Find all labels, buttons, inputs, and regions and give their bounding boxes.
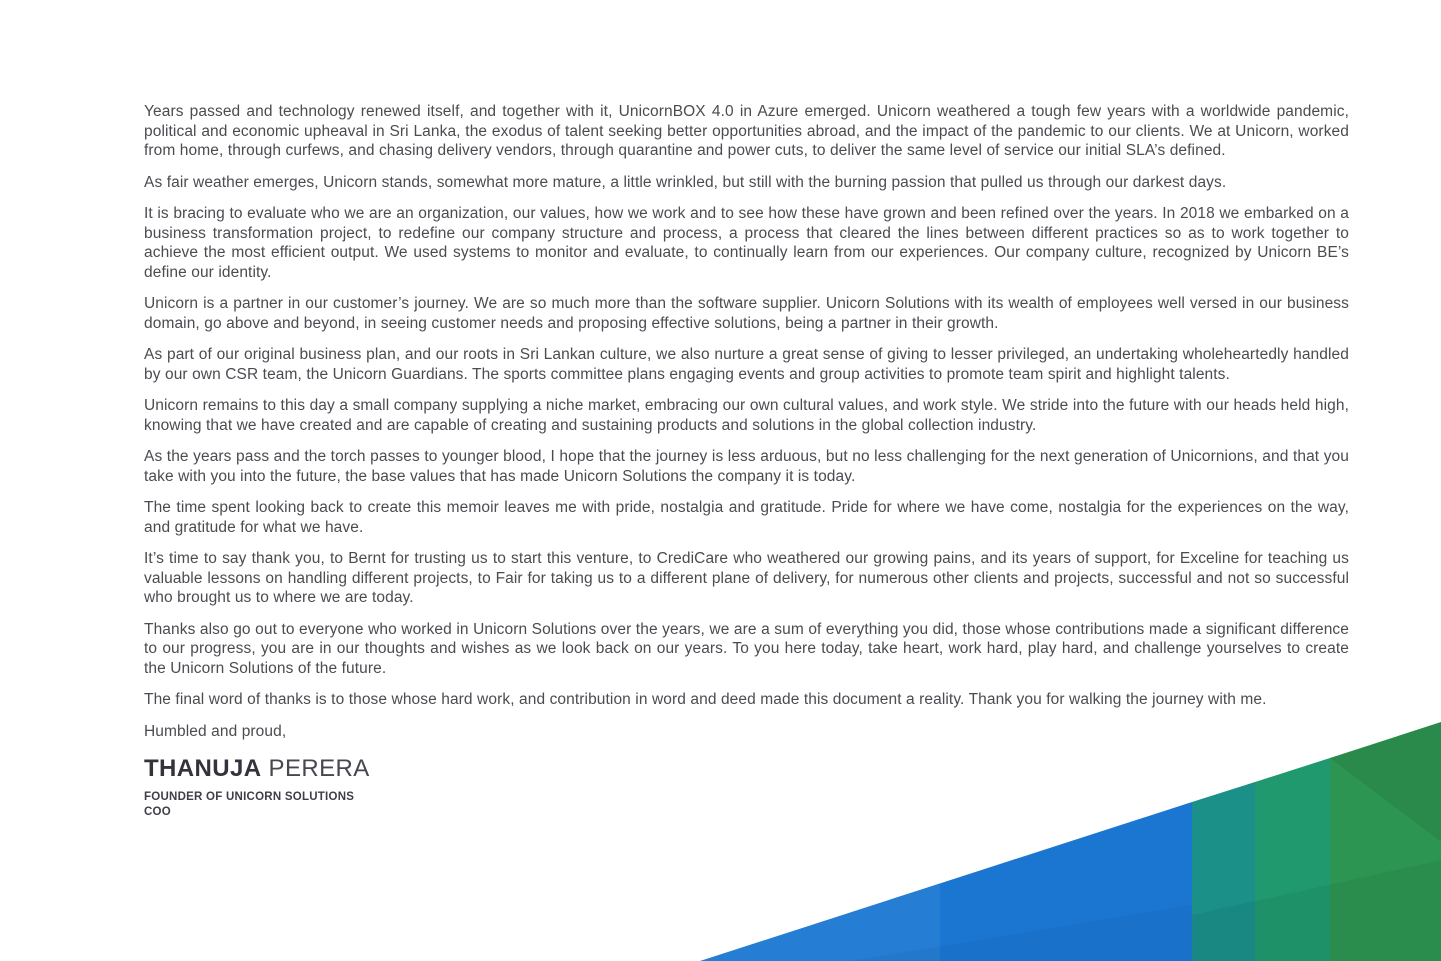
letter-paragraph-8: The time spent looking back to create this memoir leaves me with pride, nostalgia and gratitude. Pride for where we have come, nostalgia for the experiences on the way, and gratitude for what we have. [144,499,1349,536]
signature-title-line2: COO [144,806,171,818]
signature-first-name: THANUJA [144,755,262,782]
signature-title-line1: FOUNDER OF UNICORN SOLUTIONS [144,791,355,803]
signature-last-name: PERERA [268,755,370,782]
letter-paragraph-9: It’s time to say thank you, to Bernt for trusting us to start this venture, to CrediCare who weathered our growing pains, and its years of support, for Exceline for teaching us valuable lessons on handling different projects, to Fair for taking us to a different plane of delivery, for numerous other clients and projects, successful and not so successful who brought us to where we are today. [144,550,1349,606]
letter-paragraph-5: As part of our original business plan, and our roots in Sri Lankan culture, we also nurture a great sense of giving to lesser privileged, an undertaking wholeheartedly handled by our own CSR team, the Unicorn Guardians. The sports committee plans engaging events and group activities to promote team spirit and highlight talents. [144,346,1349,383]
corner-polygon-graphic [700,722,1441,961]
letter-paragraph-6: Unicorn remains to this day a small company supplying a niche market, embracing our own cultural values, and work style. We stride into the future with our heads held high, knowing that we have created and are capable of creating and sustaining products and solutions in the global collection industry. [144,397,1349,434]
letter-paragraph-4: Unicorn is a partner in our customer’s journey. We are so much more than the software supplier. Unicorn Solutions with its wealth of employees well versed in our business domain, go above and beyond, in seeing customer needs and proposing effective solutions, being a partner in their growth. [144,295,1349,332]
letter-paragraph-3: It is bracing to evaluate who we are an organization, our values, how we work and to see how these have grown and been refined over the years. In 2018 we embarked on a business transformation project, to redefine our company structure and process, a process that cleared the lines between different practices so as to work together to achieve the most efficient output. We used systems to monitor and evaluate, to continually learn from our experiences. Our company culture, recognized by Unicorn BE’s define our identity. [144,205,1349,281]
letter-paragraph-2: As fair weather emerges, Unicorn stands, somewhat more mature, a little wrinkled, but still with the burning passion that pulled us through our darkest days. [144,173,1227,191]
letter-paragraph-1: Years passed and technology renewed itself, and together with it, UnicornBOX 4.0 in Azure emerged. Unicorn weathered a tough few years with a worldwide pandemic, political and economic upheaval in Sri Lanka, the exodus of talent seeking better opportunities abroad, and the impact of the pandemic to our clients. We at Unicorn, worked from home, through curfews, and chasing delivery vendors, through quarantine and power cuts, to deliver the same level of service our initial SLA’s defined. [144,103,1349,159]
letter-closing: Humbled and proud, [144,722,287,740]
letter-paragraph-11: The final word of thanks is to those whose hard work, and contribution in word and deed made this document a reality. Thank you for walking the journey with me. [144,691,1267,708]
letter-paragraph-10: Thanks also go out to everyone who worked in Unicorn Solutions over the years, we are a sum of everything you did, those whose contributions made a significant difference to our progress, you are in our thoughts and wishes as we look back on our years. To you here today, take heart, work hard, play hard, and challenge yourselves to create the Unicorn Solutions of the future. [144,620,1349,677]
letter-body [144,102,1349,820]
letter-paragraph-7: As the years pass and the torch passes to younger blood, I hope that the journey is less arduous, but no less challenging for the next generation of Unicornions, and that you take with you into the future, the base values that has made Unicorn Solutions the company it is today. [144,448,1349,485]
